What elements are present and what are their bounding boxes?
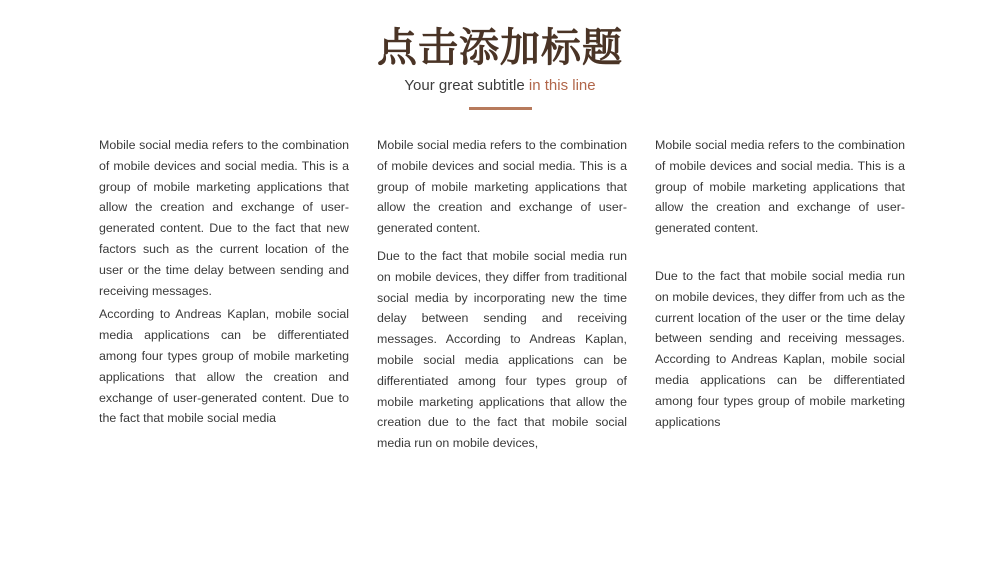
column-3-paragraph-2: Due to the fact that mobile social media run on mobile devices, they differ from uch as the current location of the user or the time delay between sending and receiving messages. According to Andreas Kaplan, mobile social media applications can be differentiated among four types group of mobile marketing applications (655, 268, 905, 429)
subtitle-main: Your great subtitle (404, 77, 529, 94)
column-2-paragraph-2: Due to the fact that mobile social media run on mobile devices, they differ from traditional social media by incorporating new the time delay between sending and receiving messages. According to Andreas Kaplan, mobile social media applications can be differentiated among four types group of mobile marketing applications that allow the creation due to the fact that mobile social media run on mobile devices, (377, 248, 627, 451)
column-1-paragraph-2: According to Andreas Kaplan, mobile social media applications can be differentiated among four types group of mobile marketing applications that allow the creation and exchange of user-generated content. Due to the fact that mobile social media (99, 307, 349, 426)
text-column-2 (377, 135, 627, 454)
column-3-paragraph-1: Mobile social media refers to the combination of mobile devices and social media. This is a group of mobile marketing applications that allow the creation and exchange of user-generated content. (655, 138, 905, 236)
column-1-paragraph-1: Mobile social media refers to the combination of mobile devices and social media. This is a group of mobile marketing applications that allow the creation and exchange of user-generated content. Due to the fact that new factors such as the current location of the user or the time delay between sending and receiving messages. (99, 138, 349, 298)
subtitle-accent: in this line (528, 77, 596, 94)
page-subtitle (0, 76, 1000, 96)
text-column-1 (99, 135, 349, 429)
page-title: 点击添加标题 (377, 25, 623, 71)
column-2-paragraph-1: Mobile social media refers to the combination of mobile devices and social media. This is a group of mobile marketing applications that allow the creation and exchange of user-generated content. (377, 138, 627, 236)
title-divider (469, 107, 532, 110)
text-column-3 (655, 135, 905, 432)
